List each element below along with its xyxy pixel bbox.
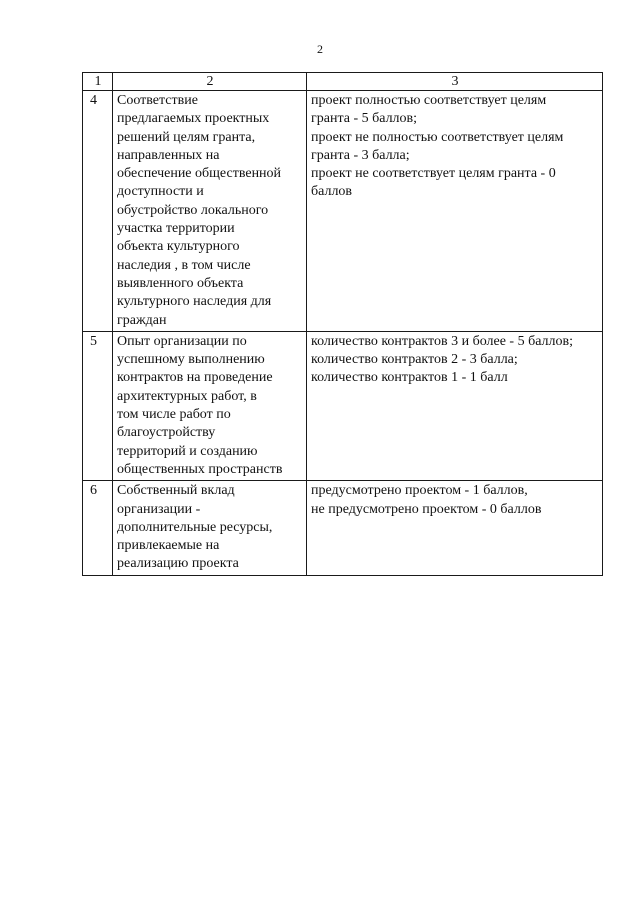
- criterion-line: том числе работ по: [117, 407, 231, 423]
- criterion-line: культурного наследия для: [117, 294, 272, 310]
- criterion-cell: [113, 91, 307, 332]
- scoring-line: гранта - 5 баллов;: [311, 111, 418, 127]
- criterion-line: реализацию проекта: [117, 556, 239, 572]
- scoring-cell: [307, 331, 603, 480]
- scoring-line: проект не полностью соответствует целям: [311, 129, 564, 145]
- criterion-line: Соответствие: [117, 93, 198, 108]
- criterion-line: обустройство локального: [117, 202, 269, 218]
- criterion-line: наследия , в том числе: [117, 257, 251, 273]
- criterion-line: контрактов на проведение: [117, 370, 273, 386]
- criterion-line: привлекаемые на: [117, 538, 220, 554]
- row-number: 6: [83, 481, 113, 575]
- scoring-line: проект полностью соответствует целям: [311, 93, 547, 108]
- criterion-line: доступности и: [117, 184, 204, 200]
- criterion-line: обеспечение общественной: [117, 166, 282, 182]
- table-row: [83, 481, 603, 575]
- criteria-table: [82, 72, 603, 576]
- criterion-line: предлагаемых проектных: [117, 111, 270, 127]
- scoring-cell: [307, 91, 603, 332]
- table-row: [83, 91, 603, 332]
- scoring-line: предусмотрено проектом - 1 баллов,: [311, 483, 528, 499]
- scoring-line: баллов: [311, 184, 353, 200]
- page-number: 2: [317, 42, 323, 56]
- criterion-line: общественных пространств: [117, 461, 283, 477]
- criterion-line: организации -: [117, 501, 201, 517]
- criterion-line: успешному выполнению: [117, 352, 265, 368]
- criterion-line: Собственный вклад: [117, 483, 235, 499]
- criterion-line: территорий и созданию: [117, 443, 258, 459]
- criterion-line: граждан: [117, 312, 167, 328]
- criterion-line: дополнительные ресурсы,: [117, 519, 273, 535]
- criterion-line: объекта культурного: [117, 239, 240, 255]
- scoring-line: количество контрактов 3 и более - 5 баллов;: [311, 333, 574, 349]
- scoring-cell: [307, 481, 603, 575]
- scoring-line: количество контрактов 1 - 1 балл: [311, 370, 508, 386]
- scoring-line: не предусмотрено проектом - 0 баллов: [311, 501, 542, 517]
- criterion-line: решений целям гранта,: [117, 129, 256, 145]
- table-row: [83, 331, 603, 480]
- scoring-line: гранта - 3 балла;: [311, 147, 410, 163]
- table-header-row: [83, 73, 603, 91]
- scoring-line: количество контрактов 2 - 3 балла;: [311, 352, 518, 368]
- criterion-line: выявленного объекта: [117, 275, 244, 291]
- criterion-cell: [113, 481, 307, 575]
- column-number-header: 3: [307, 73, 603, 91]
- column-number-header: 2: [113, 73, 307, 91]
- criterion-cell: [113, 331, 307, 480]
- row-number: 5: [83, 331, 113, 480]
- criterion-line: благоустройству: [117, 425, 216, 441]
- criterion-line: архитектурных работ, в: [117, 388, 257, 404]
- criterion-line: участка территории: [117, 221, 235, 237]
- scoring-line: проект не соответствует целям гранта - 0: [311, 166, 556, 182]
- row-number: 4: [83, 91, 113, 332]
- criterion-line: направленных на: [117, 147, 220, 163]
- column-number-header: 1: [83, 73, 113, 91]
- criterion-line: Опыт организации по: [117, 333, 247, 349]
